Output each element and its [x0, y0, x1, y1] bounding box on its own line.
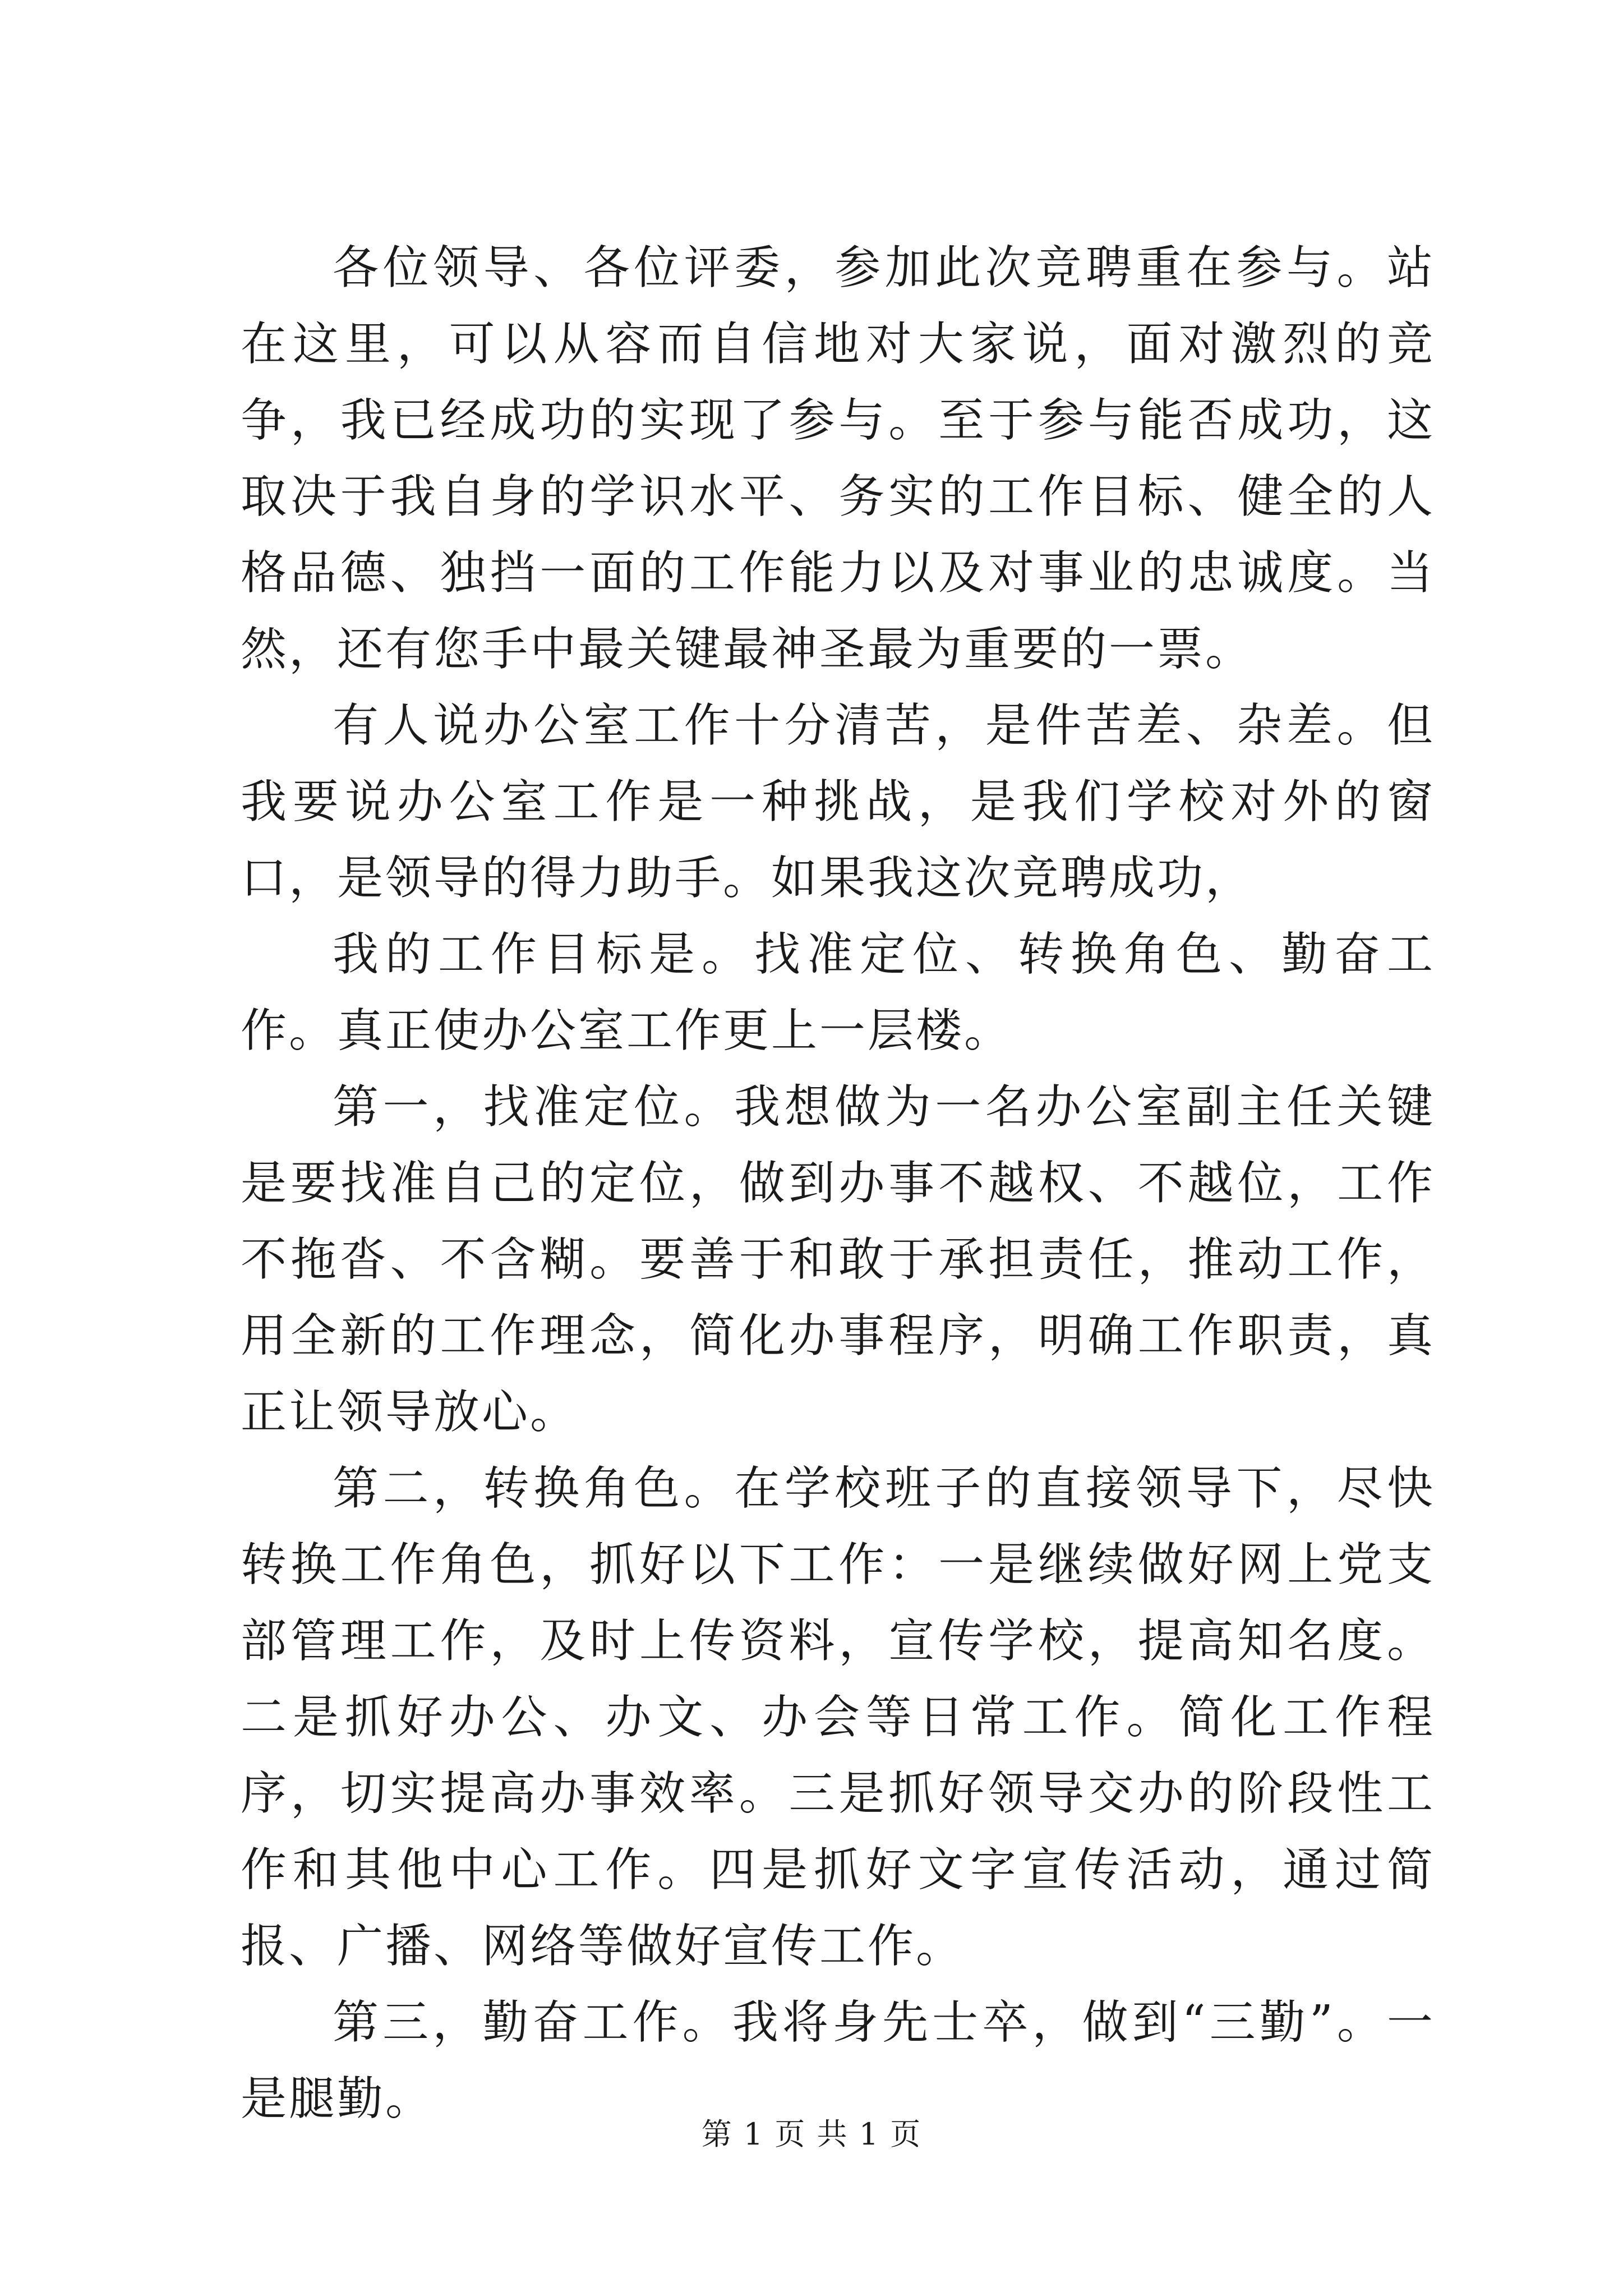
paragraph-1: 各位领导、各位评委，参加此次竞聘重在参与。站在这里，可以从容而自信地对大家说，面对激烈的竞争，我已经成功的实现了参与。至于参与能否成功，这取决于我自身的学识水平、务实的工作目标、健全的人格品德、独挡一面的工作能力以及对事业的忠诚度。当然，还有您手中最关键最神圣最为重要的一票。: [241, 241, 1435, 676]
page-footer: 第 1 页 共 1 页: [701, 2116, 922, 2152]
paragraph-5: 第二，转换角色。在学校班子的直接领导下，尽快转换工作角色，抓好以下工作：一是继续做好网上党支部管理工作，及时上传资料，宣传学校，提高知名度。二是抓好办公、办文、办会等日常工作。简化工作程序，切实提高办事效率。三是抓好领导交办的阶段性工作和其他中心工作。四是抓好文字宣传活动，通过简报、广播、网络等做好宣传工作。: [241, 1462, 1435, 1973]
paragraph-4: 第一，找准定位。我想做为一名办公室副主任关键是要找准自己的定位，做到办事不越权、不越位，工作不拖沓、不含糊。要善于和敢于承担责任，推动工作，用全新的工作理念，简化办事程序，明确工作职责，真正让领导放心。: [241, 1080, 1435, 1439]
paragraph-2: 有人说办公室工作十分清苦，是件苦差、杂差。但我要说办公室工作是一种挑战，是我们学校对外的窗口，是领导的得力助手。如果我这次竞聘成功，: [241, 699, 1435, 905]
paragraph-3: 我的工作目标是。找准定位、转换角色、勤奋工作。真正使办公室工作更上一层楼。: [241, 928, 1435, 1057]
paragraph-6: 第三，勤奋工作。我将身先士卒，做到“三勤”。一是腿勤。: [241, 1996, 1435, 2125]
document-body: [241, 230, 1435, 2137]
